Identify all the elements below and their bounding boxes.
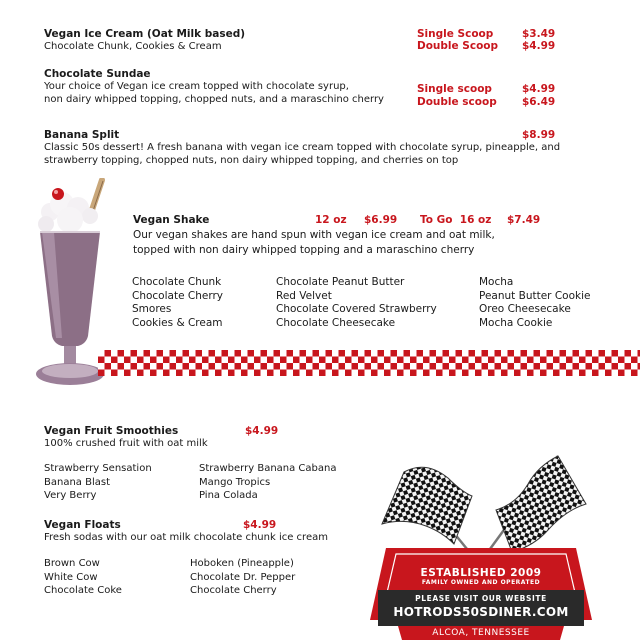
smoothie-item: Pina Colada	[199, 490, 258, 501]
float-item: Chocolate Cherry	[190, 585, 277, 596]
shake-flavor: Chocolate Covered Strawberry	[276, 303, 437, 315]
smoothies-price: $4.99	[245, 425, 279, 437]
smoothies-title: Vegan Fruit Smoothies	[44, 425, 179, 437]
smoothie-item: Strawberry Sensation	[44, 463, 152, 474]
ice-cream-single-price: $3.49	[522, 28, 556, 40]
banana-split-title: Banana Split	[44, 129, 120, 141]
float-item: Chocolate Coke	[44, 585, 122, 596]
shake-flavor: Mocha	[479, 276, 514, 288]
milkshake-glass-image	[28, 178, 108, 396]
ice-cream-desc: Chocolate Chunk, Cookies & Cream	[44, 41, 222, 52]
checkered-divider	[98, 350, 640, 376]
logo-location: ALCOA, TENNESSEE	[432, 628, 530, 638]
shake-price-12oz: $6.99	[364, 214, 398, 226]
floats-desc: Fresh sodas with our oat milk chocolate chunk ice cream	[44, 532, 328, 543]
shake-flavor: Chocolate Cheesecake	[276, 316, 396, 329]
smoothies-desc: 100% crushed fruit with oat milk	[44, 438, 208, 449]
shake-flavor: Chocolate Cherry	[132, 289, 223, 302]
floats-col-1	[44, 557, 122, 598]
smoothie-item: Banana Blast	[44, 476, 110, 488]
logo-website: HOTRODS50SDINER.COM	[393, 605, 569, 619]
ice-cream-double-label: Double Scoop	[417, 40, 499, 52]
shake-desc-line-1: Our vegan shakes are hand spun with vegan ice cream and oat milk,	[133, 229, 495, 241]
smoothies-col-2	[199, 462, 336, 503]
shake-flavor: Oreo Cheesecake	[479, 303, 571, 315]
shake-flavor: Peanut Butter Cookie	[479, 289, 591, 302]
shake-size-togo-16oz: To Go 16 oz	[420, 214, 492, 226]
smoothie-item: Very Berry	[44, 490, 97, 501]
float-item: Brown Cow	[44, 558, 100, 569]
float-item: Hoboken (Pineapple)	[190, 558, 294, 569]
shake-flavors-col-2	[276, 276, 437, 330]
ice-cream-double-price: $4.99	[522, 40, 556, 52]
shake-flavor: Chocolate Peanut Butter	[276, 276, 405, 288]
logo-family-owned: FAMILY OWNED AND OPERATED	[421, 579, 541, 586]
floats-title: Vegan Floats	[44, 519, 121, 531]
shake-title: Vegan Shake	[133, 214, 210, 226]
sundae-double-price: $6.49	[522, 96, 556, 108]
float-item: White Cow	[44, 571, 98, 583]
ice-cream-title: Vegan Ice Cream (Oat Milk based)	[44, 28, 246, 40]
shake-flavors-col-1	[132, 276, 223, 330]
float-item: Chocolate Dr. Pepper	[190, 571, 296, 583]
smoothie-item: Strawberry Banana Cabana	[199, 463, 337, 474]
banana-split-desc-line-1: Classic 50s dessert! A fresh banana with vegan ice cream topped with chocolate syrup, pineapple, and	[44, 142, 561, 153]
floats-col-2	[190, 557, 295, 598]
floats-price: $4.99	[243, 519, 277, 531]
sundae-desc-line-1: Your choice of Vegan ice cream topped with chocolate syrup,	[44, 81, 349, 92]
shake-price-16oz: $7.49	[507, 214, 541, 226]
sundae-title: Chocolate Sundae	[44, 68, 151, 80]
shake-flavor: Smores	[132, 303, 172, 315]
sundae-double-label: Double scoop	[417, 96, 497, 108]
shake-flavor: Mocha Cookie	[479, 316, 553, 329]
shake-desc-line-2: topped with non dairy whipped topping and a maraschino cherry	[133, 244, 475, 256]
shake-flavor: Cookies & Cream	[132, 316, 223, 329]
shake-flavors-col-3	[479, 276, 590, 330]
sundae-single-price: $4.99	[522, 83, 556, 95]
banana-split-desc-line-2: strawberry topping, chopped nuts, non dairy whipped topping, and cherries on top	[44, 155, 459, 166]
logo-visit: PLEASE VISIT OUR WEBSITE	[415, 594, 547, 603]
logo-established: ESTABLISHED 2009	[420, 567, 542, 579]
smoothies-col-1	[44, 462, 152, 503]
sundae-desc-line-2: non dairy whipped topping, chopped nuts, and a maraschino cherry	[44, 94, 384, 105]
smoothie-item: Mango Tropics	[199, 476, 271, 488]
shake-flavor: Chocolate Chunk	[132, 276, 222, 288]
banana-split-price: $8.99	[522, 129, 556, 141]
shake-flavor: Red Velvet	[276, 289, 332, 302]
shake-size-12oz: 12 oz	[315, 214, 347, 226]
ice-cream-single-label: Single Scoop	[417, 28, 494, 40]
sundae-single-label: Single scoop	[417, 83, 492, 95]
